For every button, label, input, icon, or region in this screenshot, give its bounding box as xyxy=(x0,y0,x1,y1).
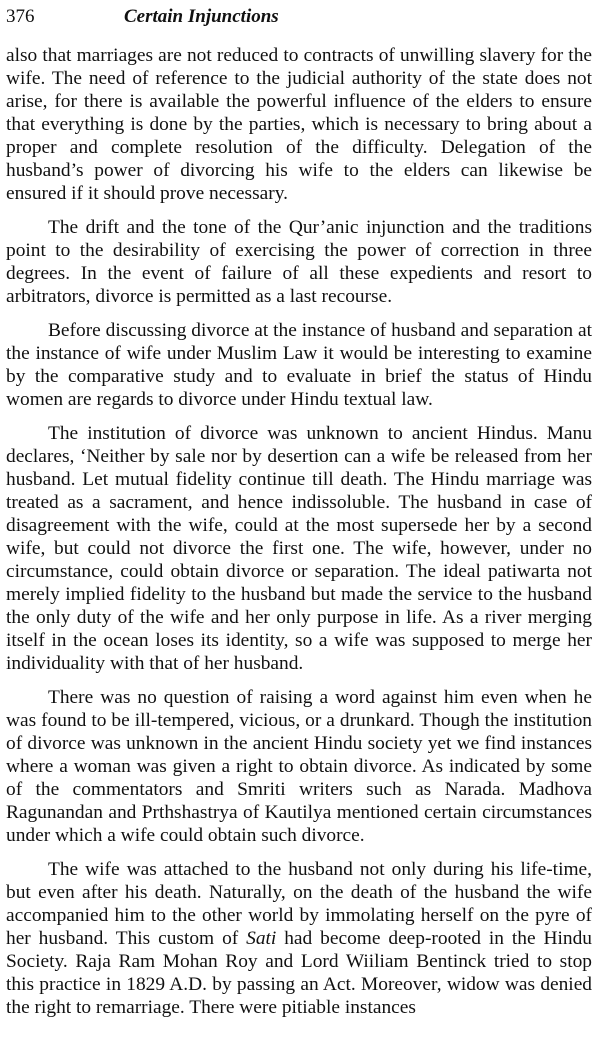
paragraph-text: The wife was attached to the husband not only during his life-time, but even after his death. Naturally, on the death of the husband the wife accompanied him to the other world by immolating herself on the pyre of her husband. This custom of xyxy=(6,859,592,949)
paragraph: The institution of divorce was unknown to ancient Hindus. Manu declares, ‘Neither by sale nor by desertion can a wife be released from her husband. Let mutual fidelity continue till death. The Hindu marriage was treated as a sacrament, and hence indissoluble. The husband in case of disagreement with the wife, could at the most supersede her by a second wife, but could not divorce the first one. The wife, however, under no circumstance, could obtain divorce or separation. The ideal patiwarta not merely implied fidelity to the husband but made the service to the husband the only duty of the wife and her only purpose in life. As a river merging itself in the ocean loses its identity, so a wife was supposed to merge her individuality with that of her husband. xyxy=(6,423,592,674)
paragraph: There was no question of raising a word against him even when he was found to be ill-tempered, vicious, or a drunkard. Though the institution of divorce was unknown in the ancient Hindu society yet we find instances where a woman was given a right to obtain divorce. As indicated by some of the commentators and Smriti writers such as Narada. Madhova Ragunandan and Prthshastrya of Kautilya mentioned certain circumstances under which a wife could obtain such divorce. xyxy=(6,687,592,846)
page-number: 376 xyxy=(6,6,35,27)
running-title: Certain Injunctions xyxy=(124,6,279,27)
page-body xyxy=(6,44,592,1019)
paragraph-text: had become deep-rooted in the Hindu Society. Raja Ram Mohan Roy and Lord Wiiliam Bentinck tried to stop this practice in 1829 A.D. by passing an Act. Moreover, widow was denied the right to remarriage. There were pitiable instances xyxy=(6,928,592,1018)
paragraph: Before discussing divorce at the instance of husband and separation at the instance of wife under Muslim Law it would be interesting to examine by the comparative study and to evaluate in brief the status of Hindu women are regards to divorce under Hindu textual law. xyxy=(6,320,592,410)
paragraph xyxy=(6,858,592,1019)
page-header xyxy=(6,6,592,36)
paragraph: The drift and the tone of the Qur’anic injunction and the traditions point to the desirability of exercising the power of correction in three degrees. In the event of failure of all these expedients and resort to arbitrators, divorce is permitted as a last recourse. xyxy=(6,217,592,307)
paragraph: also that marriages are not reduced to contracts of unwilling slavery for the wife. The need of reference to the judicial authority of the state does not arise, for there is available the powerful influence of the elders to ensure that everything is done by the parties, which is necessary to bring about a proper and complete resolution of the difficulty. Delegation of the husband’s power of divorcing his wife to the elders can likewise be ensured if it should prove necessary. xyxy=(6,45,592,204)
italic-term: Sati xyxy=(246,928,277,949)
